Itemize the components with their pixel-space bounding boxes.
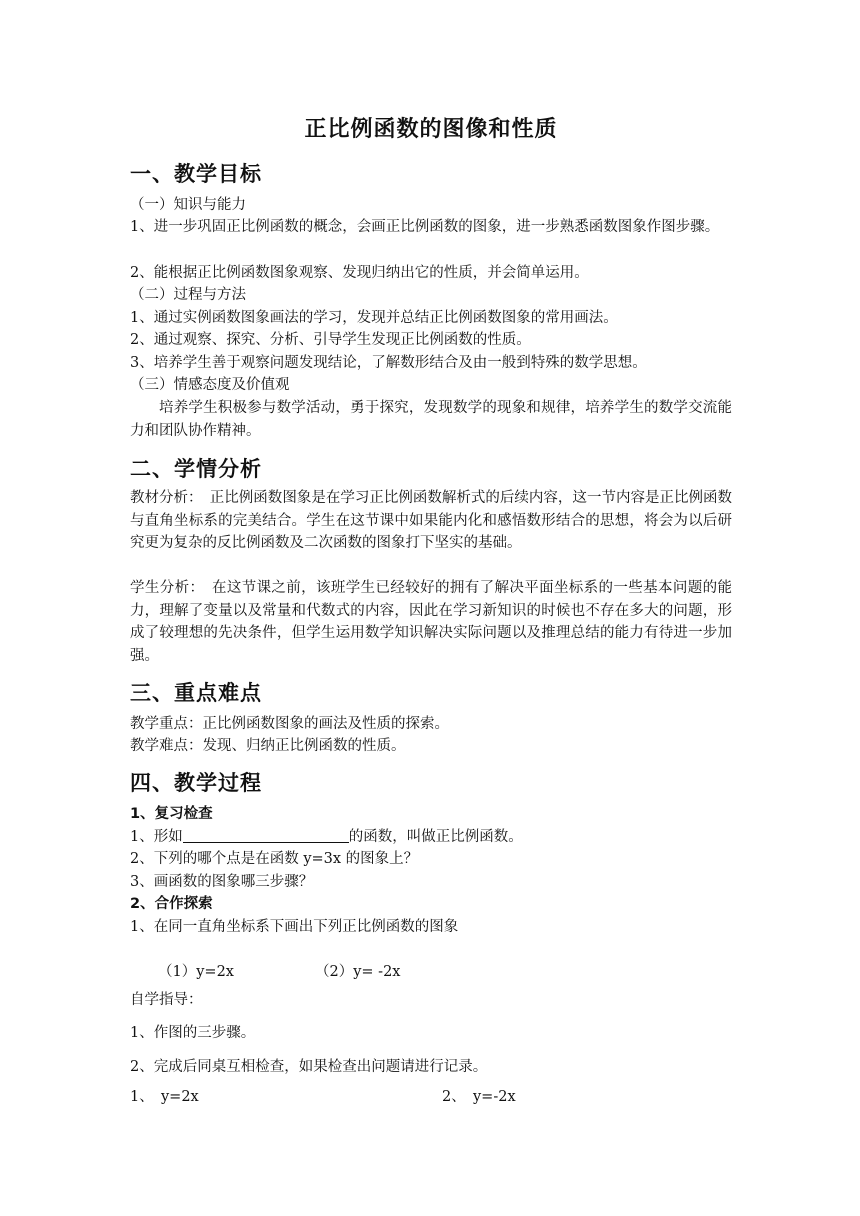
section-heading-key-points: 三、重点难点	[130, 681, 262, 705]
document-title: 正比例函数的图像和性质	[304, 117, 558, 142]
section-heading-objectives: 一、教学目标	[130, 162, 262, 186]
question-1-prefix: 1、形如	[130, 829, 183, 845]
attitude-paragraph: 培养学生积极参与数学活动，勇于探究，发现数学的现象和规律，培养学生的数学交流能力和团队协作精神。	[130, 400, 732, 439]
question-3: 3、画函数的图象哪三步骤？	[130, 874, 314, 890]
subheading-attitude: （三）情感态度及价值观	[130, 377, 290, 393]
question-1	[130, 826, 732, 848]
difficult-point: 教学难点：发现、归纳正比例函数的性质。	[130, 738, 406, 754]
graph-label-2: 2、 y=-2x	[442, 1089, 516, 1105]
process-item-3: 3、培养学生善于观察问题发现结论，了解数形结合及由一般到特殊的数学思想。	[130, 355, 647, 371]
knowledge-item-2: 2、能根据正比例函数图象观察、发现归纳出它的性质，并会简单运用。	[130, 265, 589, 281]
textbook-analysis: 教材分析： 正比例函数图象是在学习正比例函数解析式的后续内容，这一节内容是正比例函数与直角坐标系的完美结合。学生在这节课中如果能内化和感悟数形结合的思想，将会为以后研究更为复杂的反比例函数及二次函数的图象打下坚实的基础。	[130, 490, 732, 551]
function-2: （2）y= -2x	[315, 964, 401, 980]
section-heading-analysis: 二、学情分析	[130, 457, 262, 481]
self-study-guide: 自学指导：	[130, 992, 203, 1008]
knowledge-item-1: 1、进一步巩固正比例函数的概念，会画正比例函数的图象，进一步熟悉函数图象作图步骤。	[130, 219, 720, 235]
process-item-1: 1、通过实例函数图象画法的学习，发现并总结正比例函数图象的常用画法。	[130, 310, 618, 326]
guide-item-1: 1、作图的三步骤。	[130, 1025, 256, 1041]
subheading-knowledge: （一）知识与能力	[130, 197, 246, 213]
question-2: 2、下列的哪个点是在函数 y=3x 的图象上？	[130, 851, 419, 867]
task-1: 1、在同一直角坐标系下画出下列正比例函数的图象	[130, 919, 459, 935]
fill-in-blank[interactable]	[183, 827, 349, 843]
process-item-2: 2、通过观察、探究、分析、引导学生发现正比例函数的性质。	[130, 332, 531, 348]
student-analysis: 学生分析： 在这节课之前，该班学生已经较好的拥有了解决平面坐标系的一些基本问题的能力，理解了变量以及常量和代数式的内容，因此在学习新知识的时候也不存在多大的问题，形成了较理想的先决条件，但学生运用数学知识解决实际问题以及推理总结的能力有待进一步加强。	[130, 580, 732, 664]
guide-item-2: 2、完成后同桌互相检查，如果检查出问题请进行记录。	[130, 1059, 488, 1075]
step-explore: 2、合作探索	[130, 896, 213, 912]
key-point: 教学重点：正比例函数图象的画法及性质的探索。	[130, 716, 449, 732]
subheading-process: （二）过程与方法	[130, 287, 246, 303]
graph-label-1: 1、 y=2x	[130, 1089, 199, 1105]
step-review: 1、复习检查	[130, 806, 213, 822]
question-1-suffix: 的函数，叫做正比例函数。	[348, 829, 523, 845]
function-1: （1）y=2x	[158, 964, 234, 980]
section-heading-process: 四、教学过程	[130, 771, 262, 795]
